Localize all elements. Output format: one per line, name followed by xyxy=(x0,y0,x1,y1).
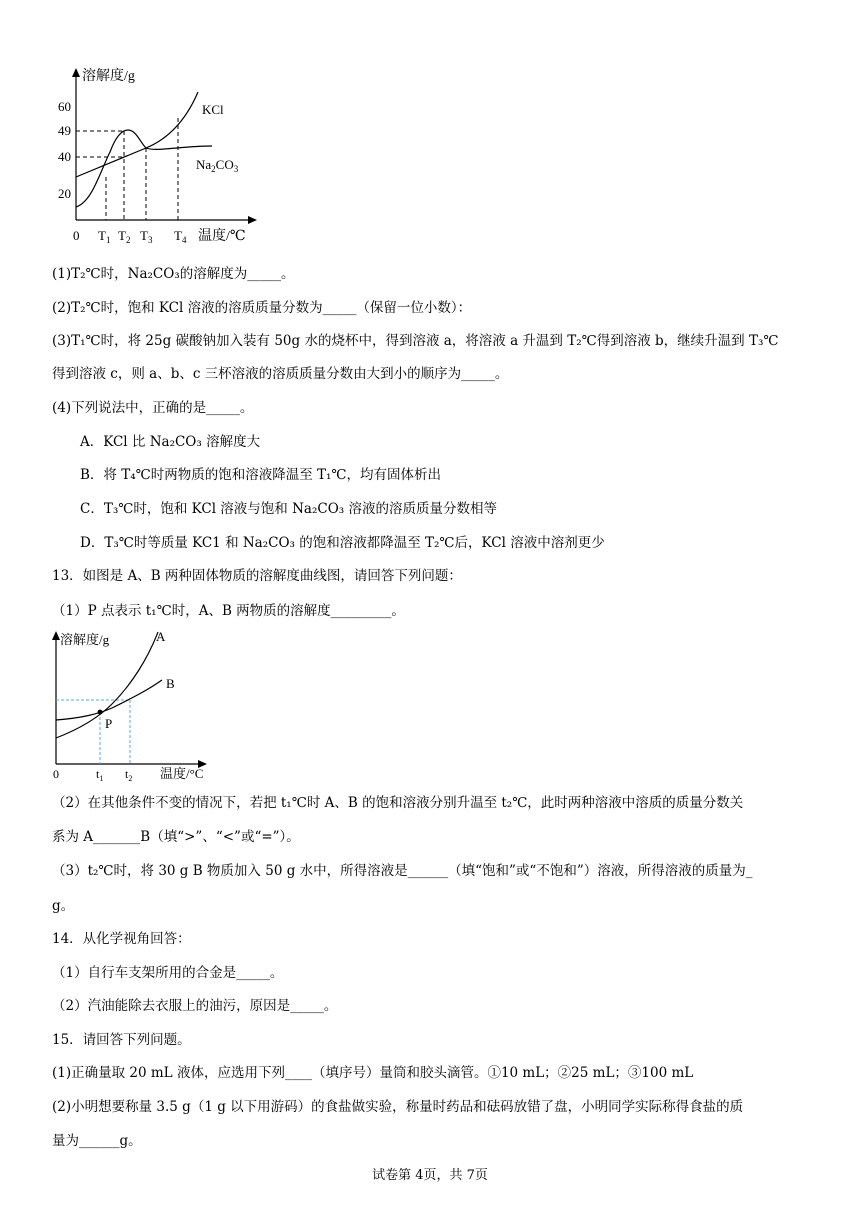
x-tick: $t_2$ xyxy=(125,767,133,783)
q15-stem: 15．请回答下列问题。 xyxy=(52,1032,191,1048)
series-label-b: B xyxy=(166,676,175,691)
x-tick: $T_2$ xyxy=(118,228,131,245)
y-tick: 60 xyxy=(58,99,71,114)
q13-stem: 13．如图是 A、B 两种固体物质的溶解度曲线图，请回答下列问题： xyxy=(52,568,462,584)
q12-part1: (1)T₂℃时，Na₂CO₃的溶解度为_____。 xyxy=(52,266,295,282)
q13-part1: （1）P 点表示 t₁℃时，A、B 两物质的溶解度_________。 xyxy=(52,603,405,619)
point-p-label: P xyxy=(105,716,113,731)
q13-part3-line2: g。 xyxy=(52,898,75,914)
y-tick: 40 xyxy=(58,149,71,164)
y-tick: 20 xyxy=(58,186,71,201)
option-d: D．T₃℃时等质量 KC1 和 Na₂CO₃ 的饱和溶液都降温至 T₂℃后，KCl 溶液中溶剂更少 xyxy=(80,535,605,551)
q14-part2: （2）汽油能除去衣服上的油污，原因是_____。 xyxy=(52,998,338,1014)
y-axis-arrow xyxy=(52,631,60,640)
q12-part3-line1: (3)T₁℃时，将 25g 碳酸钠加入装有 50g 水的烧杯中，得到溶液 a，将溶液 a 升温到 T₂℃得到溶液 b，继续升温到 T₃℃ xyxy=(52,333,779,349)
q12-part2: (2)T₂℃时，饱和 KCl 溶液的溶质质量分数为_____（保留一位小数）： xyxy=(52,300,472,316)
x-tick: $t_1$ xyxy=(96,767,104,783)
q15-part2-line1: (2)小明想要称量 3.5 g（1 g 以下用游码）的食盐做实验，称量时药品和砝码放错了盘，小明同学实际称得食盐的质 xyxy=(52,1099,744,1115)
series-label-kcl: KCl xyxy=(202,102,224,117)
solubility-chart-kcl-na2co3 xyxy=(52,62,282,252)
q12-part4: (4)下列说法中，正确的是_____。 xyxy=(52,400,254,416)
q13-part2-line2: 系为 A_______B（填“>”、“<”或“=”）。 xyxy=(52,829,300,845)
q14-stem: 14．从化学视角回答： xyxy=(52,931,191,947)
y-axis-label: 溶解度/g xyxy=(60,632,110,647)
series-label-na2co3: $Na_2CO_3$ xyxy=(196,157,239,174)
x-axis-arrow xyxy=(248,216,257,224)
page-footer: 试卷第 4页，共 7页 xyxy=(372,1168,488,1183)
y-tick: 49 xyxy=(58,123,71,138)
x-tick: 0 xyxy=(53,767,59,781)
x-axis-label: 温度/°C xyxy=(160,766,204,781)
y-axis-label: 溶解度/g xyxy=(82,69,135,84)
option-a: A．KCl 比 Na₂CO₃ 溶解度大 xyxy=(80,434,261,450)
q12-part3-line2: 得到溶液 c，则 a、b、c 三杯溶液的溶质质量分数由大到小的顺序为_____。 xyxy=(52,366,509,382)
x-tick: $T_3$ xyxy=(140,228,153,245)
x-tick: $T_1$ xyxy=(98,228,111,245)
series-label-a: A xyxy=(156,629,166,644)
q14-part1: （1）自行车支架所用的合金是_____。 xyxy=(52,965,284,981)
solubility-chart-a-b xyxy=(52,628,232,784)
option-b: B．将 T₄℃时两物质的饱和溶液降温至 T₁℃，均有固体析出 xyxy=(80,467,442,483)
q15-part2-line2: 量为______g。 xyxy=(52,1133,142,1149)
option-c: C．T₃℃时，饱和 KCl 溶液与饱和 Na₂CO₃ 溶液的溶质质量分数相等 xyxy=(80,501,497,517)
q13-part3-line1: （3）t₂℃时，将 30 g B 物质加入 50 g 水中，所得溶液是______（填“饱和”或“不饱和”）溶液，所得溶液的质量为_ xyxy=(52,863,753,879)
point-p xyxy=(98,710,103,715)
x-axis-label: 温度/℃ xyxy=(198,229,246,244)
q13-part2-line1: （2）在其他条件不变的情况下，若把 t₁℃时 A、B 的饱和溶液分别升温至 t₂℃，此时两种溶液中溶质的质量分数关 xyxy=(52,795,744,811)
kcl-curve xyxy=(76,92,198,177)
q15-part1: (1)正确量取 20 mL 液体，应选用下列____（填序号）量筒和胶头滴管。①10 mL；②25 mL；③100 mL xyxy=(52,1065,694,1081)
x-tick: $T_4$ xyxy=(174,228,187,245)
x-tick: 0 xyxy=(73,228,80,243)
y-axis-arrow xyxy=(72,68,80,77)
